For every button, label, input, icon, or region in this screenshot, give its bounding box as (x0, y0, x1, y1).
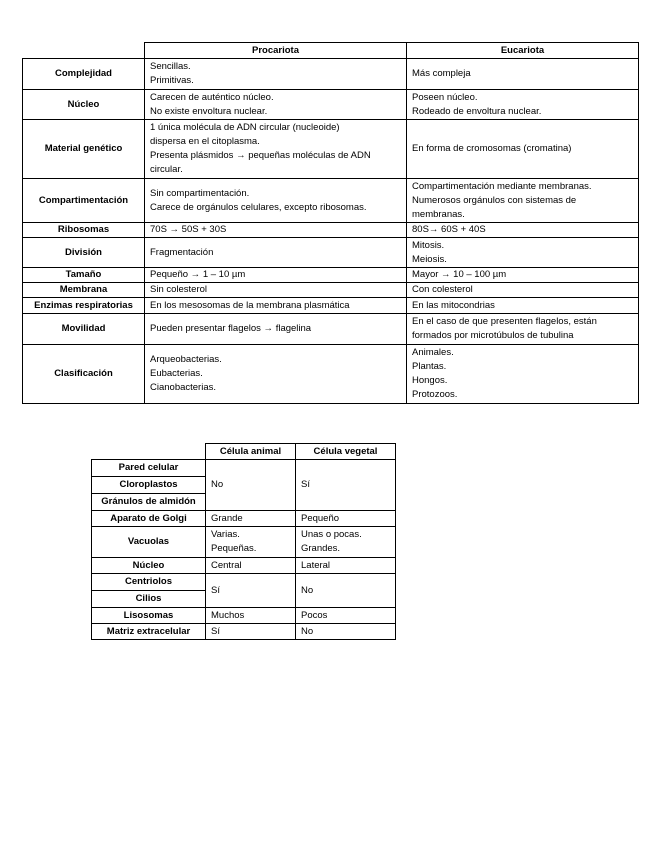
table-row-group (92, 460, 396, 511)
eucariota-nucleo-line: Rodeado de envoltura nuclear. (412, 105, 542, 117)
eucariota-cell-clasificacion (407, 345, 639, 404)
header-eucariota: Eucariota (407, 43, 639, 59)
procariota-complejidad-line: Primitivas. (150, 75, 194, 86)
animal-aparato-de-golgi-line: Grande (211, 512, 243, 524)
row-label-ribosomas: Ribosomas (23, 223, 145, 238)
row-label-nucleo: Núcleo (23, 90, 145, 120)
procariota-tamano-line: Pequeño → 1 – 10 µm (150, 269, 246, 280)
table-row (23, 179, 639, 223)
row-label-division: División (23, 238, 145, 268)
eucariota-movilidad-line: formados por microtúbulos de tubulina (412, 330, 574, 341)
procariota-clasificacion-line: Cianobacterias. (150, 382, 217, 393)
vegetal-nucleo-line: Lateral (301, 559, 331, 571)
row-label-lisosomas: Lisosomas (92, 608, 206, 624)
eucariota-membrana-line: Con colesterol (412, 284, 473, 295)
row-label-movilidad: Movilidad (23, 314, 145, 345)
eucariota-clasificacion-line: Animales. (412, 347, 454, 358)
eucariota-cell-nucleo (407, 90, 639, 120)
procariota-compartimentacion-line: Carece de orgánulos celulares, excepto ribosomas. (150, 201, 367, 213)
table-row (92, 624, 396, 640)
row-label-cilios: Cilios (92, 590, 205, 607)
table-row (23, 90, 639, 120)
table-row (23, 283, 639, 298)
eucariota-cell-material-genetico (407, 120, 639, 179)
animal-lisosomas-line: Muchos (211, 609, 245, 621)
vegetal-cell-aparato-de-golgi (296, 511, 396, 527)
animal-cell-matriz-extracelular (206, 624, 296, 640)
procariota-compartimentacion-line: Sin compartimentación. (150, 187, 250, 199)
corner-cell (92, 444, 206, 460)
animal-cell-aparato-de-golgi (206, 511, 296, 527)
eucariota-enzimas-respiratorias-line: En las mitocondrias (412, 299, 495, 311)
vegetal-cell-group2 (296, 574, 396, 608)
row-label-clasificacion: Clasificación (23, 345, 145, 404)
eucariota-cell-ribosomas (407, 223, 639, 238)
table-row (23, 268, 639, 283)
procariota-cell-nucleo (145, 90, 407, 120)
table-row (23, 120, 639, 179)
animal-group1-line: No (211, 479, 224, 490)
table-row (92, 527, 396, 558)
eucariota-compartimentacion-line: Compartimentación mediante membranas. (412, 180, 592, 192)
prokaryote-eukaryote-table (22, 42, 639, 404)
corner-cell (23, 43, 145, 59)
procariota-cell-membrana (145, 283, 407, 298)
eucariota-complejidad-line: Más compleja (412, 68, 471, 79)
eucariota-clasificacion-line: Plantas. (412, 361, 447, 372)
animal-cell-group1 (206, 460, 296, 511)
eucariota-cell-membrana (407, 283, 639, 298)
vegetal-cell-nucleo (296, 558, 396, 574)
vegetal-aparato-de-golgi-line: Pequeño (301, 512, 340, 524)
procariota-movilidad-line: Pueden presentar flagelos → flagelina (150, 323, 312, 334)
row-label-vacuolas: Vacuolas (92, 527, 206, 558)
row-label-matriz-extracelular: Matriz extracelular (92, 624, 206, 640)
vegetal-vacuolas-line: Unas o pocas. (301, 529, 362, 540)
vegetal-lisosomas-line: Pocos (301, 609, 328, 621)
row-label-complejidad: Complejidad (23, 59, 145, 90)
procariota-complejidad-line: Sencillas. (150, 61, 191, 72)
animal-cell-vacuolas (206, 527, 296, 558)
table-row-group (92, 574, 396, 608)
procariota-material-genetico-line: 1 única molécula de ADN circular (nucleoide) (150, 122, 340, 133)
row-label-membrana: Membrana (23, 283, 145, 298)
row-label-pared-celular: Pared celular (118, 462, 179, 473)
table-row (92, 558, 396, 574)
eucariota-cell-tamano (407, 268, 639, 283)
header-procariota: Procariota (145, 43, 407, 59)
animal-cell-nucleo (206, 558, 296, 574)
eucariota-cell-division (407, 238, 639, 268)
procariota-cell-material-genetico (145, 120, 407, 179)
procariota-cell-division (145, 238, 407, 268)
vegetal-vacuolas-line: Grandes. (301, 543, 341, 554)
eucariota-compartimentacion-line: membranas. (412, 208, 465, 220)
eucariota-cell-complejidad (407, 59, 639, 90)
animal-cell-lisosomas (206, 608, 296, 624)
procariota-cell-movilidad (145, 314, 407, 345)
vegetal-matriz-extracelular-line: No (301, 625, 314, 637)
procariota-cell-clasificacion (145, 345, 407, 404)
eucariota-clasificacion-line: Hongos. (412, 375, 448, 386)
procariota-material-genetico-line: Presenta plásmidos → pequeñas moléculas de ADN (150, 150, 371, 161)
eucariota-division-line: Mitosis. (412, 239, 445, 251)
eucariota-cell-enzimas-respiratorias (407, 298, 639, 314)
eucariota-material-genetico-line: En forma de cromosomas (cromatina) (412, 143, 572, 154)
procariota-cell-enzimas-respiratorias (145, 298, 407, 314)
animal-nucleo-line: Central (211, 559, 242, 571)
row-label-centriolos: Centriolos (125, 576, 172, 587)
row-label-aparato-de-golgi: Aparato de Golgi (92, 511, 206, 527)
table-row (23, 345, 639, 404)
vegetal-group1-line: Sí (301, 479, 310, 490)
procariota-membrana-line: Sin colesterol (150, 284, 208, 295)
table-row (23, 59, 639, 90)
procariota-ribosomas-line: 70S → 50S + 30S (150, 224, 227, 235)
eucariota-clasificacion-line: Protozoos. (412, 389, 458, 400)
animal-cell-group2 (206, 574, 296, 608)
row-label-tamano: Tamaño (23, 268, 145, 283)
row-label-material-genetico: Material genético (23, 120, 145, 179)
row-label-group (92, 460, 206, 511)
vegetal-cell-lisosomas (296, 608, 396, 624)
row-label-granulos-de-almidon: Gránulos de almidón (92, 493, 205, 510)
table-row (23, 223, 639, 238)
header-celula-vegetal: Célula vegetal (296, 444, 396, 460)
eucariota-ribosomas-line: 80S→ 60S + 40S (412, 224, 486, 235)
procariota-clasificacion-line: Arqueobacterias. (150, 354, 222, 365)
procariota-division-line: Fragmentación (150, 246, 214, 258)
animal-vacuolas-line: Varias. (211, 529, 240, 540)
vegetal-cell-group1 (296, 460, 396, 511)
procariota-material-genetico-line: circular. (150, 164, 183, 175)
procariota-nucleo-line: Carecen de auténtico núcleo. (150, 91, 274, 103)
eucariota-nucleo-line: Poseen núcleo. (412, 91, 478, 103)
table-row (92, 608, 396, 624)
eucariota-compartimentacion-line: Numerosos orgánulos con sistemas de (412, 194, 577, 206)
vegetal-group2-line: No (301, 584, 314, 596)
row-label-compartimentacion: Compartimentación (23, 179, 145, 223)
animal-vacuolas-line: Pequeñas. (211, 543, 257, 554)
procariota-cell-complejidad (145, 59, 407, 90)
eucariota-cell-movilidad (407, 314, 639, 345)
procariota-enzimas-respiratorias-line: En los mesosomas de la membrana plasmática (150, 299, 350, 311)
procariota-material-genetico-line: dispersa en el citoplasma. (150, 136, 260, 147)
row-label-nucleo: Núcleo (92, 558, 206, 574)
eucariota-cell-compartimentacion (407, 179, 639, 223)
procariota-cell-ribosomas (145, 223, 407, 238)
procariota-nucleo-line: No existe envoltura nuclear. (150, 105, 268, 117)
eucariota-tamano-line: Mayor → 10 – 100 µm (412, 269, 507, 280)
header-celula-animal: Célula animal (206, 444, 296, 460)
animal-group2-line: Sí (211, 584, 220, 596)
row-label-enzimas-respiratorias: Enzimas respiratorias (23, 298, 145, 314)
vegetal-cell-vacuolas (296, 527, 396, 558)
table-row (92, 511, 396, 527)
eucariota-movilidad-line: En el caso de que presenten flagelos, están (412, 316, 597, 327)
table-row (23, 238, 639, 268)
animal-plant-cell-table (91, 443, 396, 640)
vegetal-cell-matriz-extracelular (296, 624, 396, 640)
eucariota-division-line: Meiosis. (412, 253, 447, 265)
table-row (23, 298, 639, 314)
procariota-clasificacion-line: Eubacterias. (150, 368, 203, 379)
procariota-cell-compartimentacion (145, 179, 407, 223)
procariota-cell-tamano (145, 268, 407, 283)
animal-matriz-extracelular-line: Sí (211, 625, 220, 637)
row-label-group (92, 574, 206, 608)
row-label-cloroplastos: Cloroplastos (92, 476, 205, 493)
table-row (23, 314, 639, 345)
